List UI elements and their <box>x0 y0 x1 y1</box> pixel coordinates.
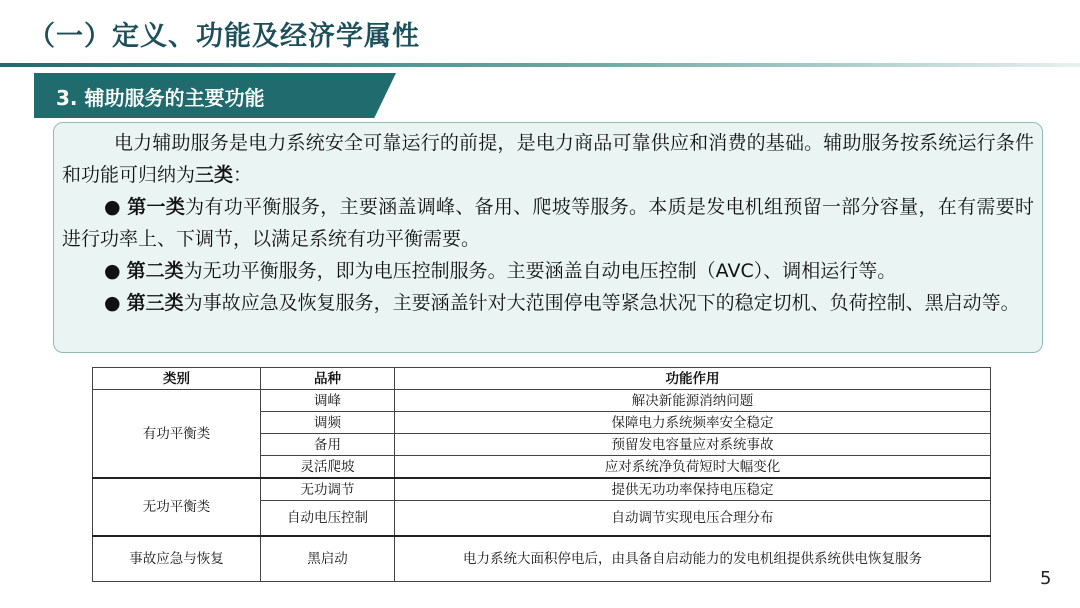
bullet-1-text: 为有功平衡服务，主要涵盖调峰、备用、爬坡等服务。本质是发电机组预留一部分容量，在有需要时进行功率上、下调节，以满足系统有功平衡需要。 <box>62 196 1034 250</box>
header-function: 功能作用 <box>395 368 991 390</box>
section-heading: 3. 辅助服务的主要功能 <box>56 86 265 110</box>
table-row <box>93 390 991 412</box>
bullet-dot-icon: ● <box>104 292 121 314</box>
type-cell: 灵活爬坡 <box>261 456 395 479</box>
bullet-2-lead: 第二类 <box>126 260 184 282</box>
table-row <box>93 478 991 501</box>
page-number: 5 <box>1040 568 1052 589</box>
type-cell: 黑启动 <box>261 536 395 582</box>
bullet-3-lead: 第三类 <box>126 292 184 314</box>
function-cell: 提供无功功率保持电压稳定 <box>395 478 991 501</box>
bullet-item-3 <box>62 287 1034 319</box>
function-cell: 保障电力系统频率安全稳定 <box>395 412 991 434</box>
function-cell: 解决新能源消纳问题 <box>395 390 991 412</box>
header-type: 品种 <box>261 368 395 390</box>
intro-emphasis: 三类 <box>195 164 234 186</box>
intro-text: 电力辅助服务是电力系统安全可靠运行的前提，是电力商品可靠供应和消费的基础。辅助服务按系统运行条件和功能可归纳为 <box>62 132 1034 186</box>
bullet-1-lead: 第一类 <box>127 196 186 218</box>
bullet-dot-icon: ● <box>104 196 121 218</box>
type-cell: 自动电压控制 <box>261 501 395 537</box>
bullet-item-1 <box>62 191 1034 255</box>
bullet-2-text: 为无功平衡服务，即为电压控制服务。主要涵盖自动电压控制（AVC）、调相运行等。 <box>183 260 897 282</box>
bullet-dot-icon: ● <box>104 260 121 282</box>
function-cell: 自动调节实现电压合理分布 <box>395 501 991 537</box>
table-header-row <box>93 368 991 390</box>
function-cell: 电力系统大面积停电后，由具备自启动能力的发电机组提供系统供电恢复服务 <box>395 536 991 582</box>
bullet-3-text: 为事故应急及恢复服务，主要涵盖针对大范围停电等紧急状况下的稳定切机、负荷控制、黑启动等。 <box>183 292 1020 314</box>
header-category: 类别 <box>93 368 261 390</box>
intro-colon: ： <box>233 164 253 186</box>
intro-paragraph <box>62 127 1034 191</box>
category-cell: 有功平衡类 <box>93 390 261 479</box>
page-title: （一）定义、功能及经济学属性 <box>28 21 420 52</box>
description-box <box>53 122 1043 353</box>
category-cell: 无功平衡类 <box>93 478 261 536</box>
bullet-item-2 <box>62 255 1034 287</box>
function-cell: 预留发电容量应对系统事故 <box>395 434 991 456</box>
table-row <box>93 536 991 582</box>
category-cell: 事故应急与恢复 <box>93 536 261 582</box>
type-cell: 备用 <box>261 434 395 456</box>
ancillary-services-table <box>92 367 991 582</box>
type-cell: 调频 <box>261 412 395 434</box>
function-cell: 应对系统净负荷短时大幅变化 <box>395 456 991 479</box>
type-cell: 无功调节 <box>261 478 395 501</box>
title-underline <box>0 63 1080 67</box>
type-cell: 调峰 <box>261 390 395 412</box>
